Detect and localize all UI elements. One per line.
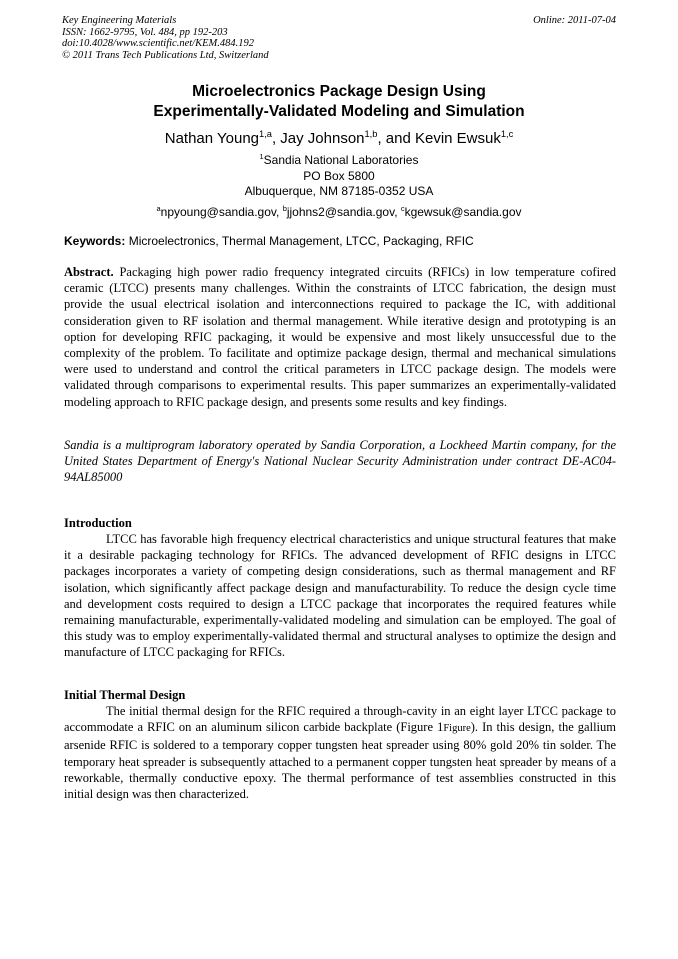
keywords-label: Keywords: bbox=[64, 234, 126, 248]
email-sup-a: a bbox=[156, 204, 161, 213]
author-affil-sup: 1,c bbox=[500, 129, 514, 139]
author-affil-sup: 1,b bbox=[364, 129, 378, 139]
author-name: Jay Johnson bbox=[280, 130, 365, 147]
email-c: kgewsuk@sandia.gov bbox=[404, 205, 522, 219]
journal-name: Key Engineering Materials bbox=[62, 15, 177, 26]
abstract-text: Packaging high power radio frequency integrated circuits (RFICs) in low temperature cofired ceramic (LTCC) presents many challenges. Within the constraints of LTCC fabrication, the design must provide the usual electrical isolation and interconnections required to package the IC, with additional consideration given to RF isolation and thermal management. While iterative design and prototyping is an option for developing RFIC packaging, it would be expensive and most likely unsuccessful due to the complexity of the problem. To facilitate and optimize package design, thermal and mechanical simulations were used to understand and control the critical parameters in LTCC package design. The models were validated through comparisons to experimental results. This paper summarizes an experimentally-validated modeling approach to RFIC package design, and presents some results and key findings. bbox=[64, 265, 616, 409]
section-heading-introduction: Introduction bbox=[64, 516, 132, 530]
author-name: Nathan Young bbox=[164, 130, 259, 147]
author-list bbox=[60, 129, 618, 149]
email-line bbox=[60, 205, 618, 220]
affiliation-city: Albuquerque, NM 87185-0352 USA bbox=[244, 184, 434, 198]
paper-title bbox=[60, 82, 618, 122]
acknowledgement-paragraph: Sandia is a multiprogram laboratory operated by Sandia Corporation, a Lockheed Martin company, for the United States Department of Energy's National Nuclear Security Administration under contract DE-AC04-94AL85000 bbox=[64, 438, 616, 485]
affiliation-sup: 1 bbox=[259, 152, 264, 161]
abstract-label: Abstract. bbox=[64, 265, 114, 279]
thermal-text-before: The initial thermal design for the RFIC required a through-cavity in an eight layer LTCC package to accommodate a RFIC on an aluminum silicon carbide backplate (Figure 1 bbox=[64, 704, 616, 735]
thermal-text-after: ). In this design, the gallium arsenide RFIC is soldered to a temporary copper tungsten heat spreader using 80% gold 20% tin solder. The temporary heat spreader is subsequently attached to a permanent copper tungsten heat spreader by means of a reworkable, thermally conductive epoxy. The thermal performance of test assemblies constructed in this initial design was then characterized. bbox=[64, 720, 616, 802]
thermal-design-paragraph bbox=[64, 703, 616, 802]
email-sup-b: b bbox=[282, 204, 287, 213]
online-date: Online: 2011-07-04 bbox=[533, 15, 616, 26]
affiliation-block bbox=[60, 153, 618, 200]
keywords-text: Microelectronics, Thermal Management, LTCC, Packaging, RFIC bbox=[125, 234, 474, 248]
journal-header bbox=[62, 15, 616, 61]
issn-line: ISSN: 1662-9795, Vol. 484, pp 192-203 bbox=[62, 26, 228, 38]
title-line-1: Microelectronics Package Design Using bbox=[192, 83, 486, 100]
author-separator: , and bbox=[377, 130, 415, 147]
email-sup-c: c bbox=[400, 204, 405, 213]
email-a: npyoung@sandia.gov, bbox=[160, 205, 283, 219]
affiliation-org: Sandia National Laboratories bbox=[263, 153, 419, 167]
figure-ref-small: Figure bbox=[443, 723, 471, 735]
copyright-line: © 2011 Trans Tech Publications Ltd, Switzerland bbox=[62, 49, 269, 61]
author-affil-sup: 1,a bbox=[259, 129, 272, 139]
introduction-paragraph: LTCC has favorable high frequency electrical characteristics and unique structural features that make it a desirable packaging technology for RFICs. The advanced development of RFIC designs in LTCC packages incorporates a variety of competing design considerations, such as thermal management and RF isolation, which significantly affect package design and manufacturability. To reduce the design cycle time and development costs required to design a LTCC package that incorporates the required features while remaining manufacturable, experimentally-validated modeling and simulation can be employed. The goal of this study was to employ experimentally-validated thermal and structural analyses to optimize the design and manufacture of LTCC packaging for RFICs. bbox=[64, 532, 616, 660]
affiliation-box: PO Box 5800 bbox=[303, 168, 375, 183]
author-name: Kevin Ewsuk bbox=[414, 130, 501, 147]
keywords-line bbox=[64, 234, 616, 249]
section-heading-thermal-design: Initial Thermal Design bbox=[64, 688, 186, 702]
abstract-paragraph bbox=[64, 264, 616, 410]
title-line-2: Experimentally-Validated Modeling and Simulation bbox=[153, 103, 525, 120]
email-b: jjohns2@sandia.gov, bbox=[286, 205, 401, 219]
author-separator: , bbox=[271, 130, 281, 147]
doi-line: doi:10.4028/www.scientific.net/KEM.484.192 bbox=[62, 38, 254, 49]
